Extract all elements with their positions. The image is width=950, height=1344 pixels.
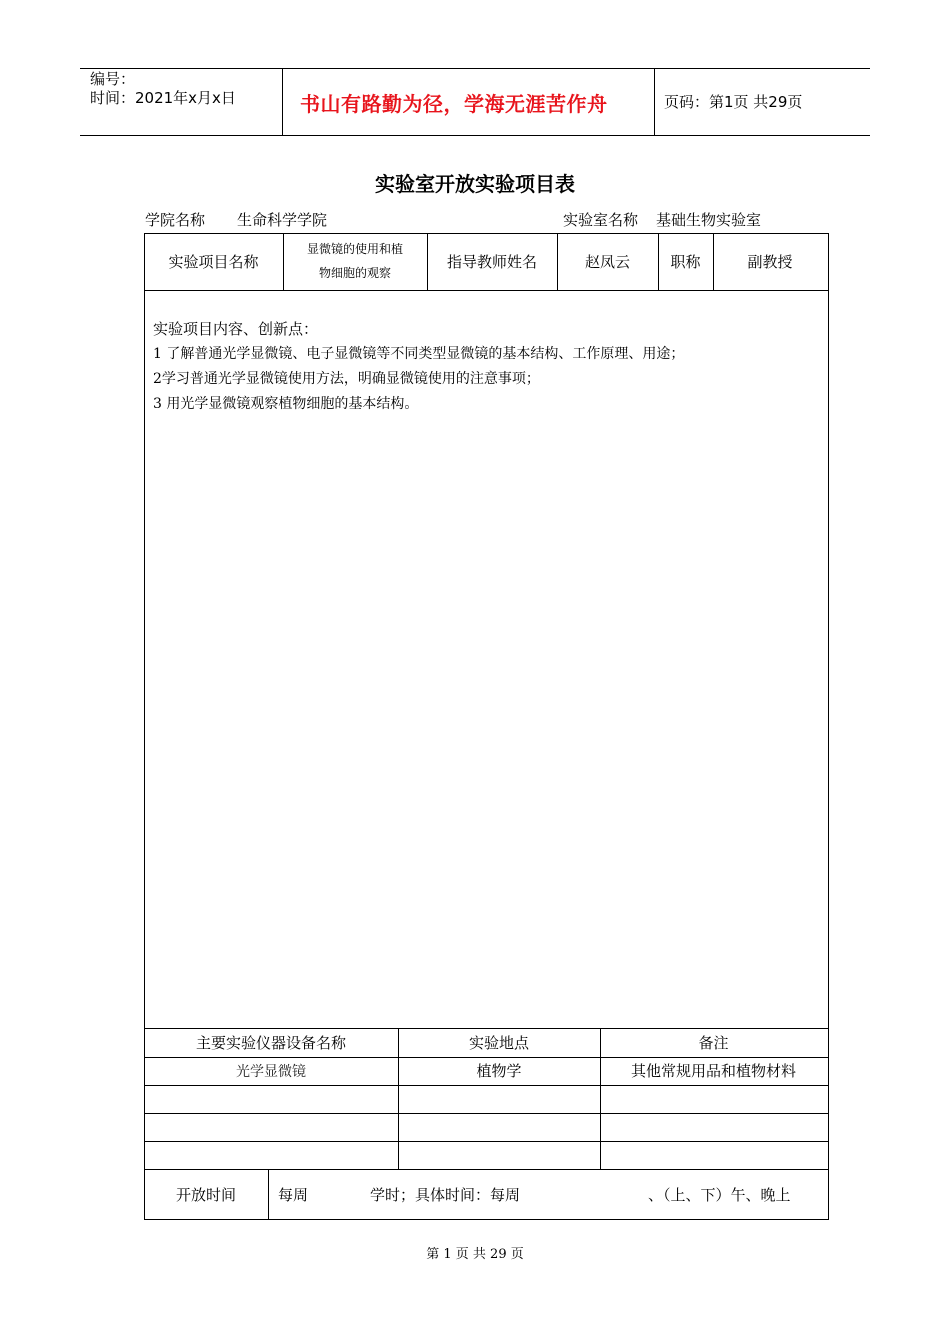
- content-heading: 实验项目内容、创新点：: [153, 320, 319, 338]
- equip-header-location: 实验地点: [468, 1034, 529, 1052]
- content-item-1: 1 了解普通光学显微镜、电子显微镜等不同类型显微镜的基本结构、工作原理、用途；: [153, 346, 685, 362]
- header-bottom-line: [80, 135, 870, 136]
- lab-label: 实验室名称: [563, 211, 639, 229]
- equip-row-1-location: 植物学: [476, 1062, 522, 1080]
- time-label: 时间：2021年x月x日: [90, 89, 236, 107]
- lab-value: 基础生物实验室: [656, 211, 762, 229]
- page-title: 实验室开放实验项目表: [375, 172, 575, 196]
- equip-line-4: [144, 1141, 828, 1142]
- equip-line-3: [144, 1113, 828, 1114]
- equip-line-2: [144, 1085, 828, 1086]
- info-row-bottom: [144, 290, 828, 291]
- equip-line-1: [144, 1057, 828, 1058]
- job-title-value: 副教授: [747, 253, 793, 271]
- college-value: 生命科学学院: [237, 211, 328, 229]
- content-item-3: 3 用光学显微镜观察植物细胞的基本结构。: [153, 396, 419, 412]
- footer-page-number: 第 1 页 共 29 页: [426, 1247, 524, 1262]
- project-value-line2: 物细胞的观察: [318, 266, 391, 280]
- open-time-tail: 、（上、下）午、晚上: [648, 1186, 791, 1204]
- equip-row-1-name: 光学显微镜: [236, 1064, 306, 1080]
- equip-header-name: 主要实验仪器设备名称: [195, 1034, 346, 1052]
- serial-label: 编号：: [90, 70, 136, 88]
- teacher-value: 赵凤云: [584, 253, 630, 271]
- equip-bottom-line: [144, 1169, 828, 1170]
- job-title-label: 职称: [670, 253, 701, 271]
- project-value-line1: 显微镜的使用和植: [306, 242, 403, 256]
- page-label: 页码：第1页 共29页: [664, 93, 803, 111]
- header-top-line: [80, 68, 870, 69]
- header-divider-1: [282, 68, 283, 136]
- content-item-2: 2学习普通光学显微镜使用方法，明确显微镜使用的注意事项；: [153, 371, 540, 387]
- open-time-divider: [268, 1169, 269, 1219]
- equip-header-remark: 备注: [698, 1034, 729, 1052]
- project-label: 实验项目名称: [168, 253, 259, 271]
- open-time-hours: 学时；具体时间：每周: [370, 1186, 521, 1204]
- open-time-weekly: 每周: [278, 1186, 309, 1204]
- header-divider-2: [654, 68, 655, 136]
- motto: 书山有路勤为径，学海无涯苦作舟: [300, 92, 608, 116]
- info-col-line-1: [283, 233, 284, 290]
- teacher-label: 指导教师姓名: [446, 253, 537, 271]
- equip-row-1-remark: 其他常规用品和植物材料: [630, 1062, 796, 1080]
- open-time-label: 开放时间: [175, 1186, 236, 1204]
- equip-top-line: [144, 1028, 828, 1029]
- college-label: 学院名称: [145, 211, 206, 229]
